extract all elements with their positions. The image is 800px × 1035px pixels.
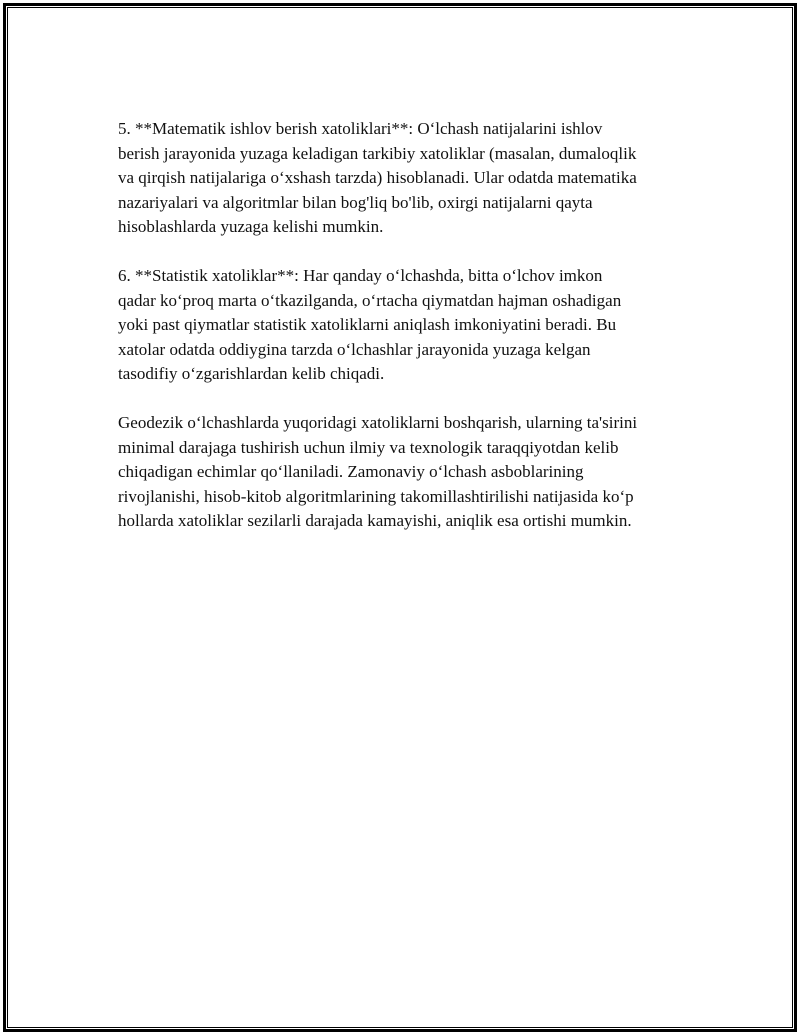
paragraph-statistical-errors: 6. **Statistik xatoliklar**: Har qanday o‘lchashda, bitta o‘lchov imkon qadar ko‘proq marta o‘tkazilganda, o‘rtacha qiymatdan hajman oshadigan yoki past qiymatlar statistik xatoliklarni aniqlash imkoniyatini beradi. Bu xatolar odatda oddiygina tarzda o‘lchashlar jarayonida yuzaga kelgan tasodifiy o‘zgarishlardan kelib chiqadi. <box>118 266 622 383</box>
paragraph-mathematical-errors: 5. **Matematik ishlov berish xatoliklari**: O‘lchash natijalarini ishlov berish jarayonida yuzaga keladigan tarkibiy xatoliklar (masalan, dumaloqlik va qirqish natijalariga o‘xshash tarzda) hisoblanadi. Ular odatda matematika nazariyalari va algoritmlar bilan bog'liq bo'lib, oxirgi natijalarni qayta hisoblashlarda yuzaga kelishi mumkin. <box>118 119 637 236</box>
paragraph-conclusion: Geodezik o‘lchashlarda yuqoridagi xatoliklarni boshqarish, ularning ta'sirini minimal darajaga tushirish uchun ilmiy va texnologik taraqqiyotdan kelib chiqadigan echimlar qo‘llaniladi. Zamonaviy o‘lchash asboblarining rivojlanishi, hisob-kitob algoritmlarining takomillashtirilishi natijasida ko‘p hollarda xatoliklar sezilarli darajada kamayishi, aniqlik esa ortishi mumkin. <box>118 413 638 530</box>
document-body <box>118 117 698 558</box>
